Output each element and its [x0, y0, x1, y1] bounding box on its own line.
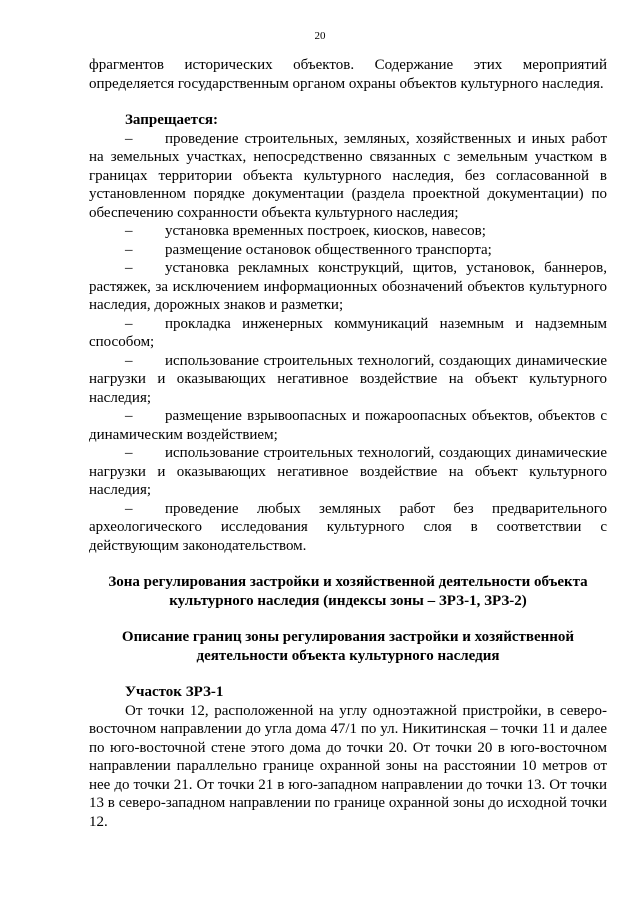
- page-content: [89, 56, 607, 831]
- plot-heading: Участок ЗРЗ-1: [125, 684, 224, 700]
- list-item: [89, 222, 607, 241]
- plot-description: От точки 12, расположенной на углу одноэтажной пристройки, в северо-восточном направлении до угла дома 47/1 по ул. Никитинская – точки 11 и далее по юго-восточной стене этого дома до точки 20. От точки 20 в юго-восточном направлении параллельно границе охранной зоны на расстоянии 10 метров от нее до точки 21. От точки 21 в юго-западном направлении до точки 13. От точки 13 в северо-западном направлении по границе охранной зоны до исходной точки 12.: [89, 702, 607, 830]
- list-item-text: установка рекламных конструкций, щитов, установок, баннеров, растяжек, за исключением информационных обозначений объектов культурного наследия, дорожных знаков и разметки;: [89, 260, 607, 313]
- list-dash: –: [125, 241, 133, 258]
- boundary-description-title: Описание границ зоны регулирования застройки и хозяйственной деятельности объекта культурного наследия: [121, 629, 575, 664]
- list-item: [89, 130, 607, 223]
- list-item-text: использование строительных технологий, создающих динамические нагрузки и оказывающих негативное воздействие на объект культурного наследия;: [89, 352, 607, 406]
- list-item: [89, 241, 607, 260]
- list-item-text: использование строительных технологий, создающих динамические нагрузки и оказывающих негативное воздействие на объект культурного наследия;: [89, 445, 607, 498]
- list-item: [89, 259, 607, 315]
- list-dash: –: [125, 223, 133, 239]
- list-item-text: размещение взрывоопасных и пожароопасных объектов, объектов с динамическим воздействием;: [89, 408, 607, 443]
- list-dash: –: [125, 408, 133, 424]
- list-item-text: размещение остановок общественного транспорта;: [165, 241, 492, 258]
- list-dash: –: [125, 352, 133, 369]
- list-dash: –: [125, 130, 133, 147]
- forbidden-heading: Запрещается:: [125, 112, 219, 128]
- list-item: [89, 315, 607, 352]
- list-item-text: установка временных построек, киосков, навесов;: [165, 223, 486, 239]
- page-number: 20: [314, 30, 326, 42]
- list-dash: –: [125, 500, 133, 517]
- list-item-text: проведение любых земляных работ без предварительного археологического исследования культурного слоя в соответствии с действующим законодательством.: [89, 500, 607, 554]
- list-item-text: проведение строительных, земляных, хозяйственных и иных работ на земельных участках, непосредственно связанных с земельным участком в границах территории объекта культурного наследия, без согласованной в установленном порядке документации (раздела проектной документации) по обеспечению сохранности объекта культурного наследия;: [89, 130, 607, 221]
- list-dash: –: [125, 260, 133, 276]
- list-item-text: прокладка инженерных коммуникаций наземным и надземным способом;: [89, 315, 607, 350]
- list-item: [89, 407, 607, 444]
- list-dash: –: [125, 445, 133, 461]
- list-item: [89, 500, 607, 556]
- list-dash: –: [125, 315, 133, 332]
- intro-paragraph: фрагментов исторических объектов. Содержание этих мероприятий определяется государственным органом охраны объектов культурного наследия.: [89, 57, 607, 92]
- list-item: [89, 352, 607, 408]
- zone-section-title: Зона регулирования застройки и хозяйственной деятельности объекта культурного наследия (индексы зоны – ЗРЗ-1, ЗРЗ-2): [108, 574, 588, 609]
- list-item: [89, 444, 607, 500]
- forbidden-list: [89, 130, 607, 556]
